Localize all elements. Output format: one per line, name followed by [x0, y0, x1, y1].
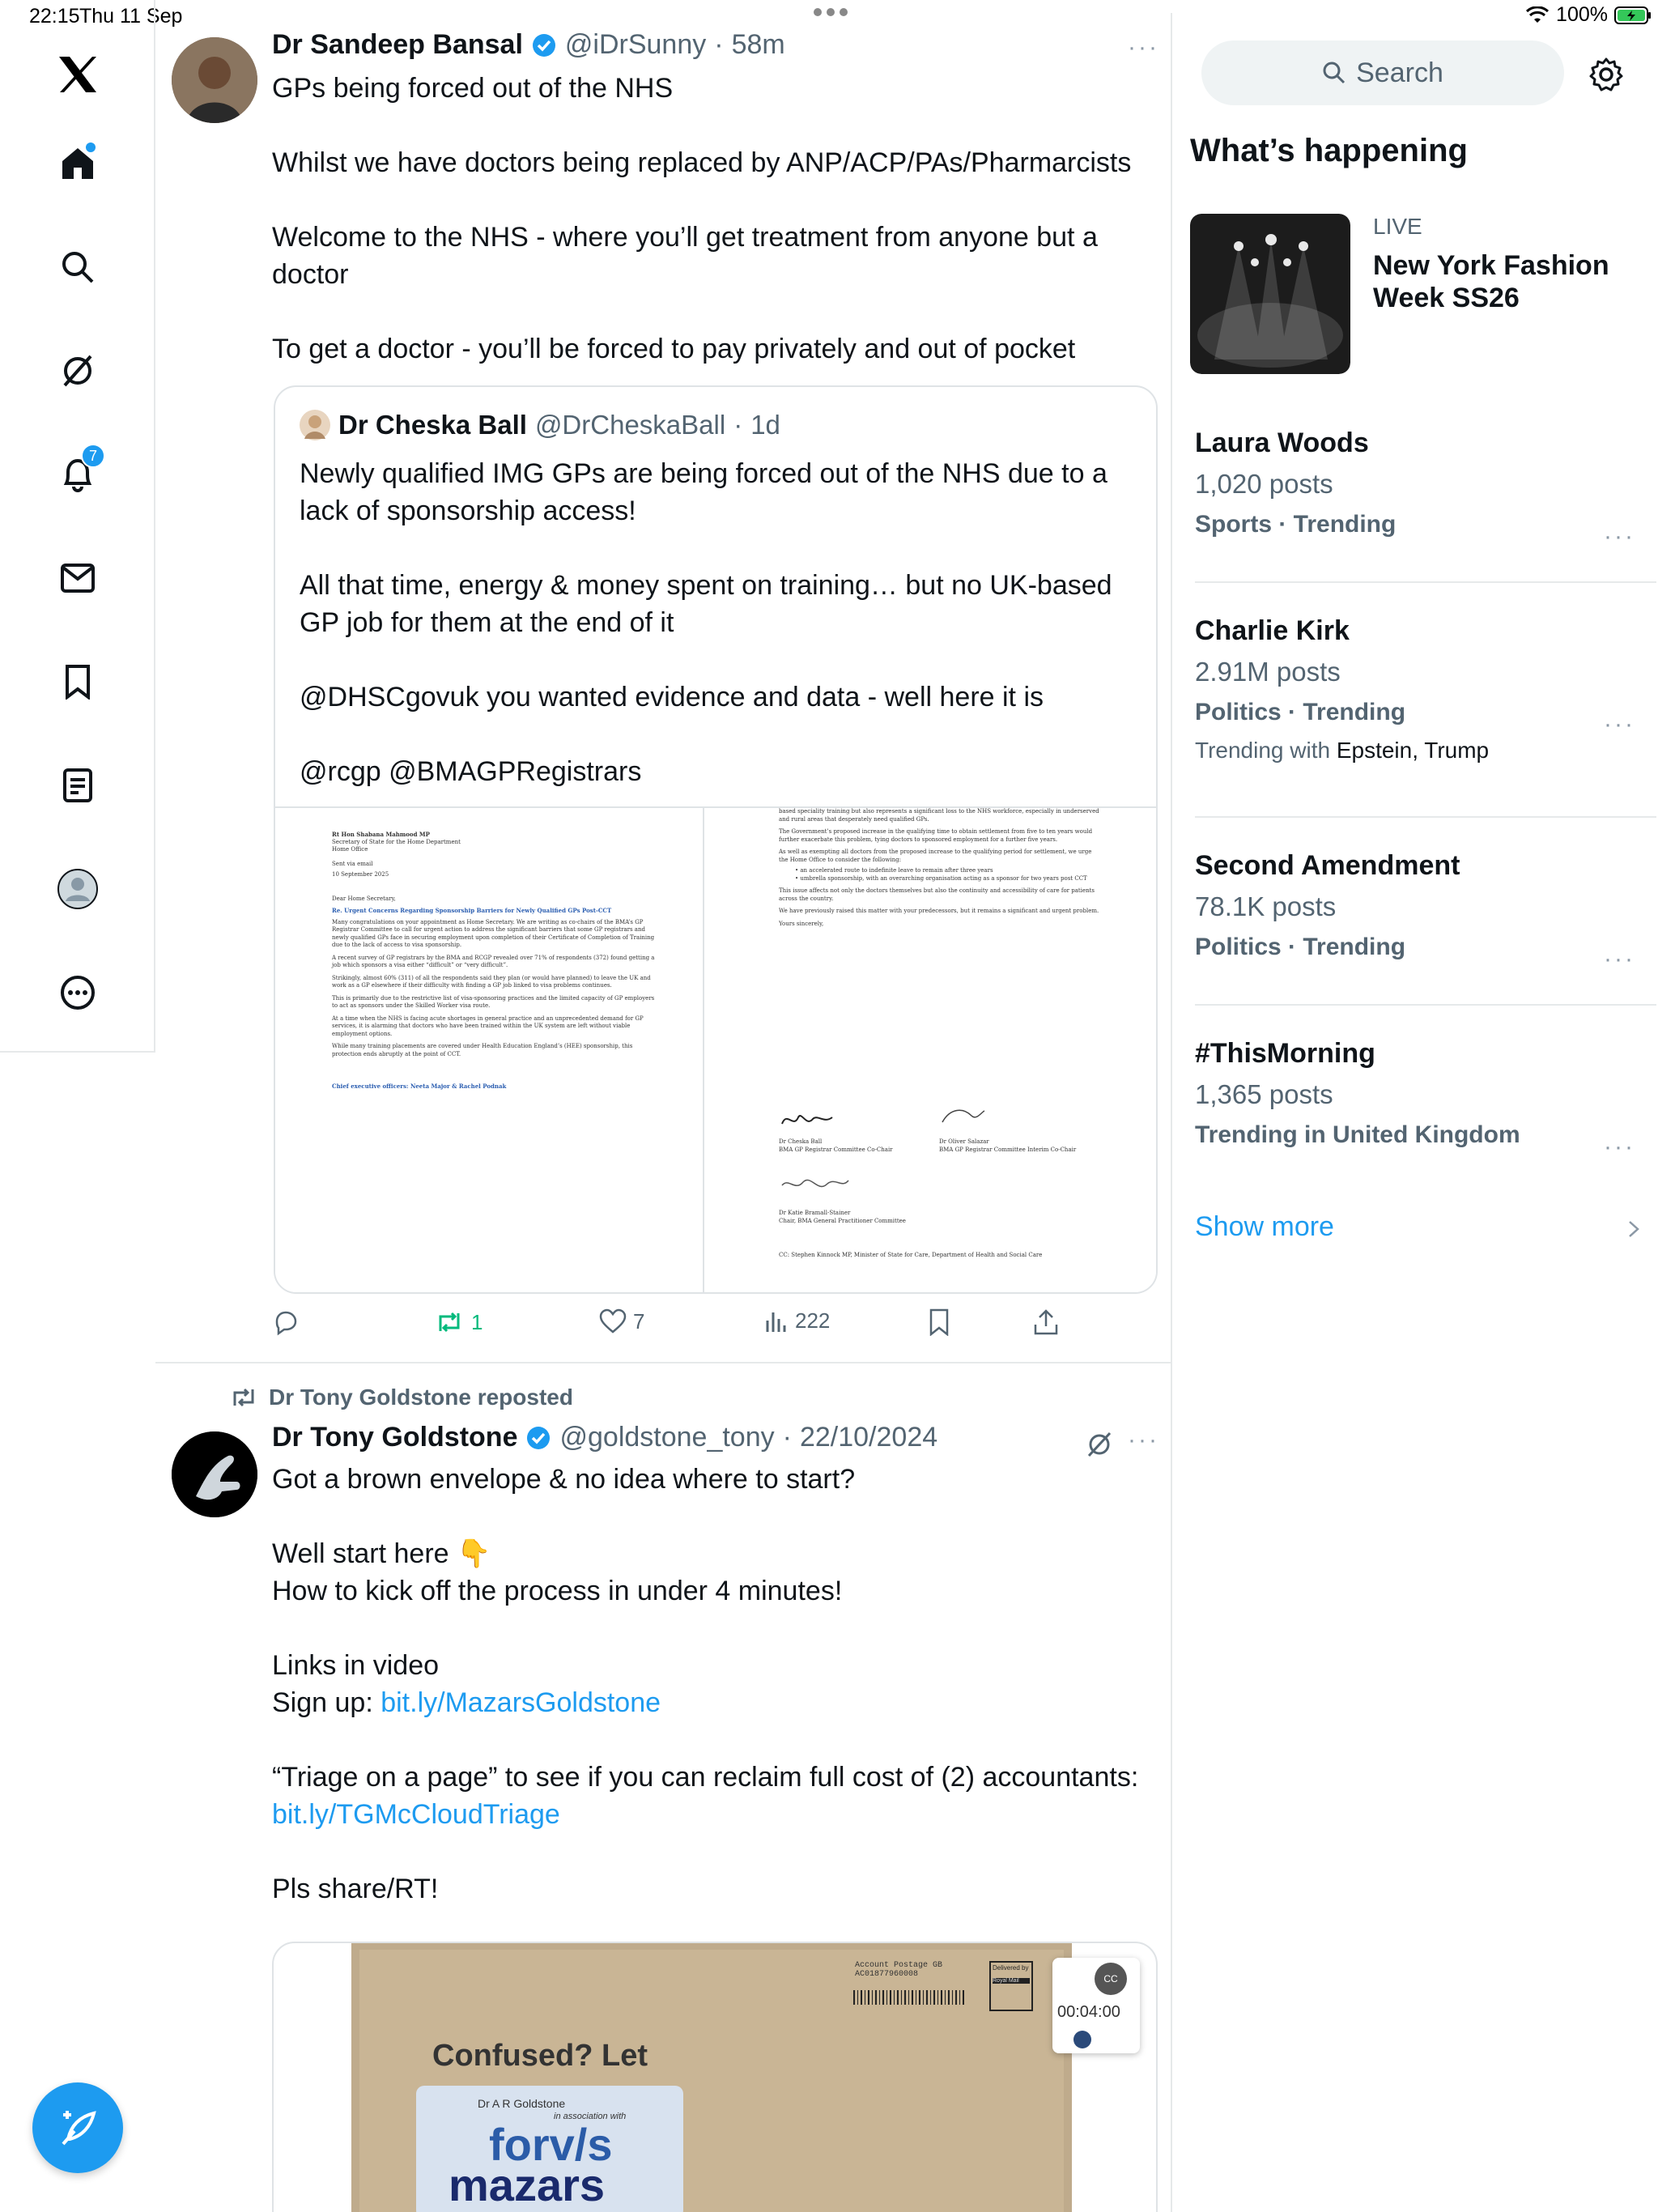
envelope-window: [416, 2086, 683, 2212]
trend-more-button[interactable]: ···: [1604, 1134, 1635, 1160]
quote-author-handle: @DrCheskaBall: [534, 410, 726, 440]
video-frame: [351, 1943, 1072, 2212]
nav-search[interactable]: [52, 241, 104, 293]
video-duration: 00:04:00: [1057, 2003, 1120, 2021]
bookmark-icon: [928, 1308, 950, 1336]
tweet-line: “Triage on a page” to see if you can reclaim full cost of (2) accountants:: [272, 1762, 1139, 1793]
trend-divider: [1195, 816, 1656, 818]
trend-title: Laura Woods: [1195, 428, 1369, 458]
quote-line: lack of sponsorship access!: [300, 496, 636, 526]
royal-mail-label: Royal Mail: [993, 1978, 1030, 1984]
delivered-label: Delivered by: [993, 1964, 1029, 1972]
quoted-tweet[interactable]: [274, 385, 1158, 1294]
tweet-line: How to kick off the process in under 4 minutes!: [272, 1576, 843, 1606]
tweet-card[interactable]: [155, 13, 1172, 1362]
repost-label[interactable]: Dr Tony Goldstone reposted: [269, 1385, 573, 1410]
tweet-line: Well start here 👇: [272, 1538, 491, 1569]
list-icon: [62, 768, 93, 803]
mail-icon: [60, 563, 96, 593]
avatar-photo: [172, 1431, 257, 1517]
x-logo[interactable]: [52, 49, 104, 100]
trend-more-button[interactable]: ···: [1604, 711, 1635, 738]
live-label: LIVE: [1373, 214, 1422, 239]
letter-text: based speciality training but also represents a significant loss to the NHS workforce, especially in underserved and rural areas that desperately need qualified GPs.: [779, 808, 1099, 823]
letter-text: Secretary of State for the Home Department: [332, 838, 461, 845]
author-name[interactable]: Dr Sandeep Bansal: [272, 29, 523, 60]
author-handle[interactable]: @iDrSunny: [564, 29, 707, 60]
letter-cc: CC: Stephen Kinnock MP, Minister of State for Care, Department of Health and Social Care: [779, 1252, 1043, 1258]
signup-label: Sign up:: [272, 1687, 373, 1718]
status-date: Thu 11 Sep: [79, 5, 183, 28]
repost-indicator: [230, 1385, 573, 1410]
trend-posts: 78.1K posts: [1195, 891, 1337, 921]
compose-post-button[interactable]: [32, 2082, 123, 2173]
captions-icon[interactable]: CC: [1095, 1963, 1127, 1995]
video-player[interactable]: [272, 1942, 1158, 2212]
quote-line: GP job for them at the end of it: [300, 607, 674, 638]
letter-text: We have previously raised this matter with your predecessors, but it remains a significant and urgent problem.: [779, 908, 1099, 914]
tweet-line: Pls share/RT!: [272, 1874, 439, 1904]
retweet-count: 1: [471, 1309, 483, 1334]
views-count: 222: [795, 1308, 831, 1333]
tweet-card[interactable]: [155, 1363, 1172, 2212]
signatory-role: BMA GP Registrar Committee Interim Co-Chair: [939, 1146, 1077, 1153]
search-icon: [1322, 61, 1346, 85]
show-more-label: Show more: [1195, 1211, 1334, 1242]
letter-text: Many congratulations on your appointment as Home Secretary. We are writing as co-chairs of the BMA’s GP Registrar Committee to call for urgent action to address the significant barriers that some GP registrars and newly qualified GPs face in securing employment upon completion of their Certificate of Completion of Training due to the lack of access to visa sponsorship.: [332, 918, 655, 948]
signature-image: [939, 1104, 988, 1129]
timeline: [155, 13, 1172, 2212]
nav-grok[interactable]: [52, 345, 104, 397]
postage-code: AC01877960008: [855, 1970, 919, 1979]
trending-with-label: Trending with: [1195, 738, 1331, 763]
bookmark-icon: [63, 664, 92, 700]
views-button[interactable]: [764, 1308, 830, 1334]
letter-bullet: umbrella sponsorship, with an overarching organisation acting as a sponsor for two years post CCT: [800, 874, 1087, 882]
search-placeholder: Search: [1356, 57, 1443, 88]
triage-link[interactable]: bit.ly/TGMcCloudTriage: [272, 1799, 560, 1830]
trend-posts: 2.91M posts: [1195, 657, 1341, 687]
quote-time: 1d: [750, 410, 780, 440]
trend-more-button[interactable]: ···: [1604, 946, 1635, 972]
trend-more-button[interactable]: ···: [1604, 523, 1635, 550]
search-input[interactable]: [1201, 40, 1564, 105]
tweet-line: doctor: [272, 259, 349, 290]
signatory-role: Chair, BMA General Practitioner Committee: [779, 1217, 906, 1224]
letter-text: At a time when the NHS is facing acute shortages in general practice and an unprecedented demand for GP services, it is alarming that doctors who have been trained within the UK system are left without viable employment options.: [332, 1015, 644, 1037]
avatar-photo: [172, 37, 257, 123]
quote-author-avatar: [300, 410, 330, 440]
video-overlay-panel[interactable]: [1052, 1958, 1140, 2053]
quote-line: @DHSCgovuk you wanted evidence and data - well here it is: [300, 682, 1044, 713]
profile-avatar-icon: [57, 868, 99, 910]
letter-text: Sent via email: [332, 860, 373, 867]
retweet-icon: [434, 1308, 465, 1336]
nav-bookmarks[interactable]: [52, 656, 104, 708]
letter-text: A recent survey of GP registrars by the BMA and RCGP revealed over 71% of respondents (372) found getting a job which sponsors a visa either “difficult” or “very difficult”.: [332, 954, 655, 968]
tweet-line: Welcome to the NHS - where you’ll get treatment from anyone but a: [272, 222, 1098, 253]
nav-notifications[interactable]: [52, 449, 104, 500]
retweet-icon: [230, 1386, 257, 1409]
signature-image: [779, 1108, 835, 1132]
trend-category: Politics · Trending: [1195, 699, 1406, 725]
tweet-header: Dr Sandeep Bansal @iDrSunny · 58m: [272, 29, 785, 60]
recipient-name: Dr A R Goldstone: [478, 2097, 566, 2110]
letter-text: The Government’s proposed increase in the qualifying time to obtain settlement from five to ten years would further exacerbate this problem, tying doctors to sponsored employment for a further five years.: [779, 828, 1093, 843]
tweet-line: To get a doctor - you’ll be forced to pay privately and out of pocket: [272, 334, 1076, 364]
tweet-line: Links in video: [272, 1650, 440, 1681]
status-time: 22:15: [29, 5, 80, 28]
letter-text: Dear Home Secretary,: [332, 895, 396, 902]
tweet-header: Dr Tony Goldstone @goldstone_tony · 22/10/2024: [272, 1422, 938, 1453]
postage-text: Account Postage GB: [855, 1961, 943, 1970]
letter-addressee: Rt Hon Shabana Mahmood MP: [332, 831, 430, 838]
grok-icon: [60, 353, 96, 389]
nav-home[interactable]: [52, 138, 104, 189]
envelope-headline: Confused? Let: [432, 2039, 648, 2073]
like-button[interactable]: [599, 1308, 644, 1334]
letter-text: Strikingly, almost 60% (311) of all the respondents said they plan (or would have planned) to leave the UK and work as a GP elsewhere if their difficulty with finding a GP job linked to visa problems continues.: [332, 974, 651, 989]
author-avatar[interactable]: [172, 1431, 257, 1517]
section-heading: What’s happening: [1190, 133, 1468, 168]
trend-category: Sports · Trending: [1195, 511, 1397, 538]
trend-divider: [1195, 1004, 1656, 1006]
author-avatar[interactable]: [172, 37, 257, 123]
quote-line: Newly qualified IMG GPs are being forced out of the NHS due to a: [300, 458, 1107, 489]
like-count: 7: [633, 1308, 645, 1334]
nav-profile[interactable]: [52, 863, 104, 915]
tweet-line: Whilst we have doctors being replaced by ANP/ACP/PAs/Pharmarcists: [272, 147, 1132, 178]
trend-item[interactable]: [1195, 615, 1648, 764]
search-icon: [60, 249, 96, 285]
trending-with-names[interactable]: Epstein, Trump: [1336, 738, 1490, 763]
trend-title: Charlie Kirk: [1195, 615, 1350, 646]
signatory-name: Dr Cheska Ball: [779, 1138, 823, 1145]
trend-title: #ThisMorning: [1195, 1038, 1375, 1069]
letter-text: As well as exempting all doctors from the proposed increase to the qualifying period for settlement, we urge the Home Office to consider the following:: [779, 849, 1092, 863]
verified-badge-icon: [525, 1425, 551, 1451]
grok-icon[interactable]: [1085, 1430, 1114, 1459]
signup-link[interactable]: bit.ly/MazarsGoldstone: [380, 1687, 661, 1718]
sidebar-nav: [0, 0, 155, 1053]
live-event-card[interactable]: [1190, 214, 1652, 376]
signatory-name: Dr Katie Bramall-Stainer: [779, 1210, 851, 1216]
assoc-text: in association with: [554, 2112, 627, 2121]
letter-date: 10 September 2025: [332, 871, 389, 878]
letter-text: While many training placements are covered under Health Education England’s (HEE) sponsorship, this protection ends abruptly at the point of CCT.: [332, 1043, 633, 1057]
letter-image-page2[interactable]: based speciality training but also represents a significant loss to the NHS workforce, especially in underserved and rural areas that desperately need qualified GPs. The Government’s proposed increase in the qualifying time to obtain settlement from five to ten years would further exacerbate this problem, tying doctors to sponsored employment for a further five years. As well as exempting all doctors from the proposed increase to the qualifying period for settlement, we urge the Home Office to consider the following: • an accelerated route to indefinite leave to remain after three years • umbrella sponsorship, with an overarching organisation acting as a sponsor for two years post CCT This issue affects not only the doctors themselves but also the continuity and accessibility of care for patients across the country. We have previously raised this matter with your predecessors, but it remains a significant and urgent problem. Yours sincerely, Dr Cheska Ball BMA GP Registrar Committee Co-Chair Dr Oliver Salazar BMA GP Registrar Committee Interim Co-Chair Dr Katie Bramall-Stainer Chair, BMA General Practitioner Committee CC: Stephen Kinnock MP, Minister of State for Care, Department of Health and Social Care: [704, 806, 1158, 1294]
trend-item[interactable]: [1195, 428, 1648, 550]
signature-image: [779, 1172, 852, 1197]
tweet-text: [272, 1461, 1163, 1908]
notifications-badge: 7: [81, 444, 105, 468]
quote-text: [300, 455, 1141, 790]
share-button[interactable]: [1033, 1308, 1059, 1336]
letter-subject: Re. Urgent Concerns Regarding Sponsorship Barriers for Newly Qualified GPs Post-CCT: [332, 907, 612, 914]
letter-closing: Yours sincerely,: [779, 920, 824, 927]
tweet-line: Got a brown envelope & no idea where to start?: [272, 1464, 856, 1495]
trend-posts: 1,020 posts: [1195, 469, 1333, 499]
tweet-more-button[interactable]: ···: [1128, 1427, 1159, 1453]
letter-bullet: an accelerated route to indefinite leave to remain after three years: [800, 867, 993, 874]
tweet-more-button[interactable]: ···: [1128, 34, 1159, 61]
show-more-link[interactable]: [1195, 1211, 1648, 1243]
letter-footer: Chief executive officers: Neeta Major & Rachel Podnak: [332, 1083, 507, 1090]
tweet-time[interactable]: 58m: [731, 29, 785, 60]
nav-lists[interactable]: [52, 759, 104, 811]
bookmark-button[interactable]: [928, 1308, 950, 1336]
trend-title: Second Amendment: [1195, 850, 1460, 881]
brand-forvis: forv/s: [489, 2119, 613, 2170]
letter-text: This issue affects not only the doctors themselves but also the continuity and accessibility of care for patients across the country.: [779, 887, 1095, 902]
quote-header: Dr Cheska Ball @DrCheskaBall · 1d: [300, 410, 780, 440]
letter-image-page1[interactable]: [275, 806, 704, 1294]
quote-author-name: Dr Cheska Ball: [338, 410, 527, 440]
right-sidebar: [1172, 0, 1658, 2212]
letter-text: Home Office: [332, 846, 368, 853]
retweet-button[interactable]: [434, 1308, 483, 1336]
x-logo-icon: [57, 55, 99, 94]
play-icon[interactable]: [1073, 2031, 1091, 2048]
nav-messages[interactable]: [52, 552, 104, 604]
views-chart-icon: [764, 1309, 789, 1334]
author-handle[interactable]: @goldstone_tony: [559, 1422, 775, 1453]
reply-button[interactable]: [272, 1308, 300, 1336]
tweet-line: GPs being forced out of the NHS: [272, 73, 674, 104]
brand-mazars: mazars: [449, 2159, 606, 2210]
nav-more[interactable]: [52, 967, 104, 1019]
quote-line: All that time, energy & money spent on training… but no UK-based: [300, 570, 1112, 601]
chevron-right-icon: [1627, 1219, 1640, 1239]
battery-percent: 100%: [1556, 3, 1608, 26]
trend-category: Trending in United Kingdom: [1195, 1121, 1520, 1148]
reply-icon: [272, 1308, 300, 1336]
verified-badge-icon: [531, 32, 557, 58]
trend-item[interactable]: [1195, 1038, 1648, 1160]
signatory-name: Dr Oliver Salazar: [939, 1138, 989, 1145]
signatory-role: BMA GP Registrar Committee Co-Chair: [779, 1146, 893, 1153]
trend-posts: 1,365 posts: [1195, 1079, 1333, 1109]
letter-text: This is primarily due to the restrictive list of visa-sponsoring practices and the limited capacity of GP employers to act as sponsors under the Skilled Worker visa route.: [332, 994, 655, 1009]
share-icon: [1033, 1308, 1059, 1336]
tweet-text: [272, 70, 1163, 368]
settings-gear-icon[interactable]: [1588, 57, 1624, 92]
author-name[interactable]: Dr Tony Goldstone: [272, 1422, 518, 1453]
live-event-title: New York Fashion Week SS26: [1373, 250, 1609, 313]
trend-divider: [1195, 581, 1656, 583]
trend-category: Politics · Trending: [1195, 934, 1406, 960]
heart-icon: [599, 1308, 627, 1334]
barcode: [853, 1990, 967, 2005]
compose-feather-icon: [57, 2107, 99, 2149]
quote-line: @rcgp @BMAGPRegistrars: [300, 756, 642, 787]
tweet-time[interactable]: 22/10/2024: [799, 1422, 938, 1453]
trend-item[interactable]: [1195, 850, 1648, 972]
more-circle-icon: [59, 974, 96, 1011]
live-event-thumbnail: [1190, 214, 1350, 374]
